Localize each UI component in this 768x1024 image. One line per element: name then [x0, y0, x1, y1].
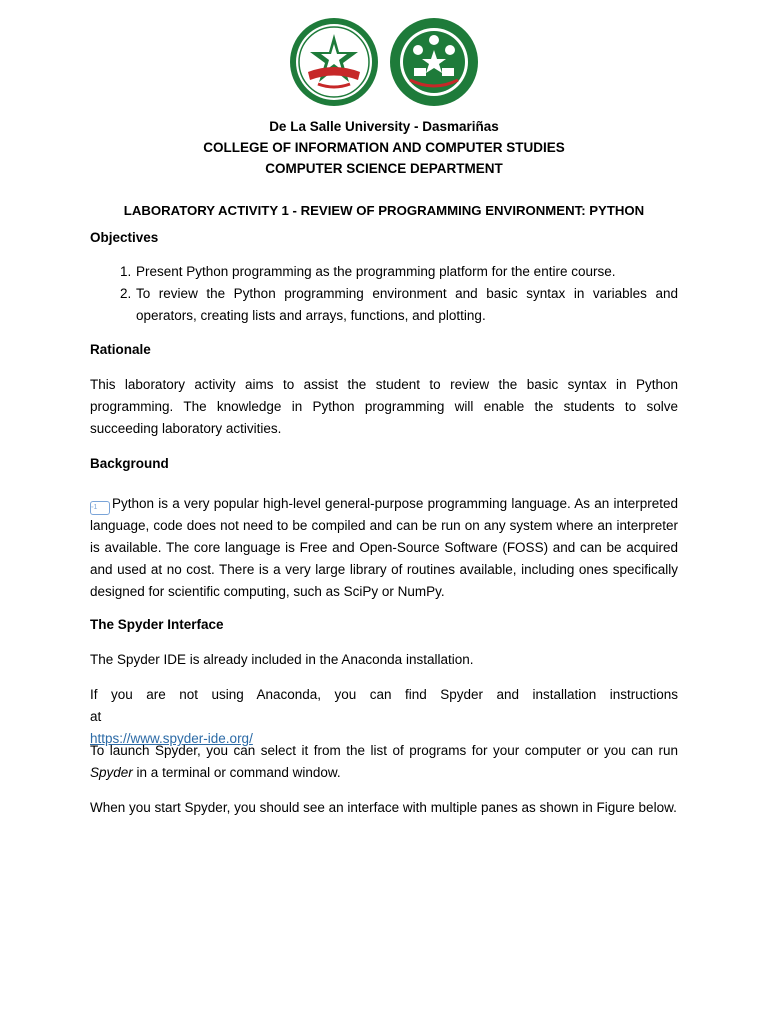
section-heading: The Spyder Interface [90, 617, 224, 632]
paragraph-text: in a terminal or command window. [136, 765, 341, 780]
background-paragraph [90, 493, 678, 603]
logo-row [0, 16, 768, 108]
objective-item: 2. To review the Python programming environment and basic syntax in variables and operators, creating lists and arrays, functions, and plotting. [135, 283, 678, 327]
section-heading: Background [90, 456, 169, 471]
rationale-heading [90, 339, 678, 361]
spyder-paragraph-3 [90, 740, 678, 784]
comment-marker-icon[interactable]: ◦1 [90, 501, 110, 515]
section-heading: Rationale [90, 342, 151, 357]
spyder-paragraph-1 [90, 649, 678, 671]
cics-seal-logo [388, 16, 480, 108]
paragraph: The Spyder IDE is already included in the Anaconda installation. [90, 652, 474, 667]
italic-text: Spyder [90, 765, 133, 780]
rationale-paragraph [90, 374, 678, 440]
spyder-heading [90, 614, 678, 636]
department-name: COMPUTER SCIENCE DEPARTMENT [265, 161, 503, 176]
paragraph: When you start Spyder, you should see an interface with multiple panes as shown in Figure below. [90, 800, 677, 815]
paragraph [90, 493, 678, 603]
spyder-website-link[interactable]: https://www.spyder-ide.org/ [90, 731, 253, 746]
paragraph [90, 740, 678, 784]
paragraph-text: Python is a very popular high-level general-purpose programming language. As an interpreted language, code does not need to be compiled and can be run on any system where an interpreter is available. The core language is Free and Open-Source Software (FOSS) and can be acquired and used at no cost. There is a very large library of routines available, including ones specifically designed for scientific computing, such as SciPy or NumPy. [90, 496, 678, 599]
objectives-heading [90, 227, 678, 249]
dlsud-seal-logo [288, 16, 380, 108]
activity-title: LABORATORY ACTIVITY 1 - REVIEW OF PROGRAMMING ENVIRONMENT: PYTHON [123, 203, 645, 218]
background-heading [90, 453, 678, 475]
paragraph-text: If you are not using Anaconda, you can find Spyder and installation instructions at [90, 687, 678, 724]
section-heading: Objectives [90, 230, 159, 245]
objectives-list [90, 261, 678, 327]
spyder-paragraph-4 [90, 797, 678, 819]
university-name: De La Salle University - Dasmariñas [269, 119, 499, 134]
institution-header [0, 116, 768, 179]
objective-item: 1. Present Python programming as the programming platform for the entire course. [135, 261, 678, 283]
paragraph: This laboratory activity aims to assist the student to review the basic syntax in Python programming. The knowledge in Python programming will enable the students to solve succeeding laboratory activities. [90, 377, 678, 436]
paragraph-text: To launch Spyder, you can select it from the list of programs for your computer or you can run [90, 743, 678, 758]
college-name: COLLEGE OF INFORMATION AND COMPUTER STUDIES [203, 140, 565, 155]
